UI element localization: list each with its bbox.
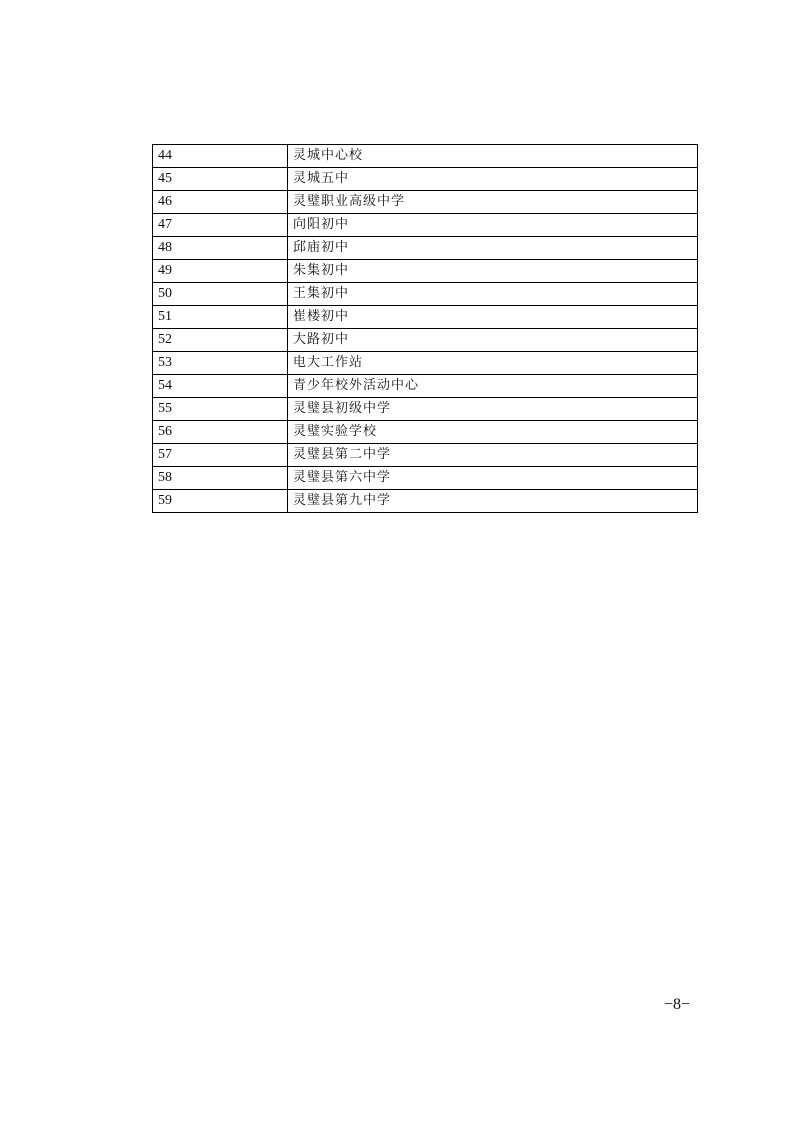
- table-row: [153, 352, 698, 375]
- school-name: 灵璧县第二中学: [288, 444, 698, 467]
- table-row: [153, 260, 698, 283]
- row-number: 44: [153, 145, 288, 168]
- table-row: [153, 237, 698, 260]
- school-name: 电大工作站: [288, 352, 698, 375]
- table-row: [153, 398, 698, 421]
- row-number: 50: [153, 283, 288, 306]
- school-name: 灵城中心校: [288, 145, 698, 168]
- table-row: [153, 168, 698, 191]
- school-name: 向阳初中: [288, 214, 698, 237]
- row-number: 48: [153, 237, 288, 260]
- row-number: 51: [153, 306, 288, 329]
- row-number: 52: [153, 329, 288, 352]
- row-number: 46: [153, 191, 288, 214]
- table-row: [153, 191, 698, 214]
- table-row: [153, 283, 698, 306]
- school-name: 邱庙初中: [288, 237, 698, 260]
- table-row: [153, 421, 698, 444]
- school-name: 崔楼初中: [288, 306, 698, 329]
- table-row: [153, 306, 698, 329]
- school-name: 灵璧县第九中学: [288, 490, 698, 513]
- row-number: 49: [153, 260, 288, 283]
- row-number: 56: [153, 421, 288, 444]
- school-name: 灵城五中: [288, 168, 698, 191]
- row-number: 45: [153, 168, 288, 191]
- school-list-table: [152, 144, 698, 513]
- row-number: 53: [153, 352, 288, 375]
- table-row: [153, 467, 698, 490]
- school-name: 王集初中: [288, 283, 698, 306]
- school-name: 青少年校外活动中心: [288, 375, 698, 398]
- row-number: 58: [153, 467, 288, 490]
- table-row: [153, 329, 698, 352]
- school-name: 灵璧职业高级中学: [288, 191, 698, 214]
- school-name: 大路初中: [288, 329, 698, 352]
- school-name: 灵璧县第六中学: [288, 467, 698, 490]
- table-row: [153, 145, 698, 168]
- row-number: 54: [153, 375, 288, 398]
- row-number: 59: [153, 490, 288, 513]
- school-name: 灵璧实验学校: [288, 421, 698, 444]
- table-body: [153, 145, 698, 513]
- page-number: −8−: [664, 996, 691, 1013]
- table-row: [153, 490, 698, 513]
- row-number: 47: [153, 214, 288, 237]
- school-name: 灵璧县初级中学: [288, 398, 698, 421]
- row-number: 55: [153, 398, 288, 421]
- school-name: 朱集初中: [288, 260, 698, 283]
- table-row: [153, 214, 698, 237]
- row-number: 57: [153, 444, 288, 467]
- table-row: [153, 444, 698, 467]
- table-row: [153, 375, 698, 398]
